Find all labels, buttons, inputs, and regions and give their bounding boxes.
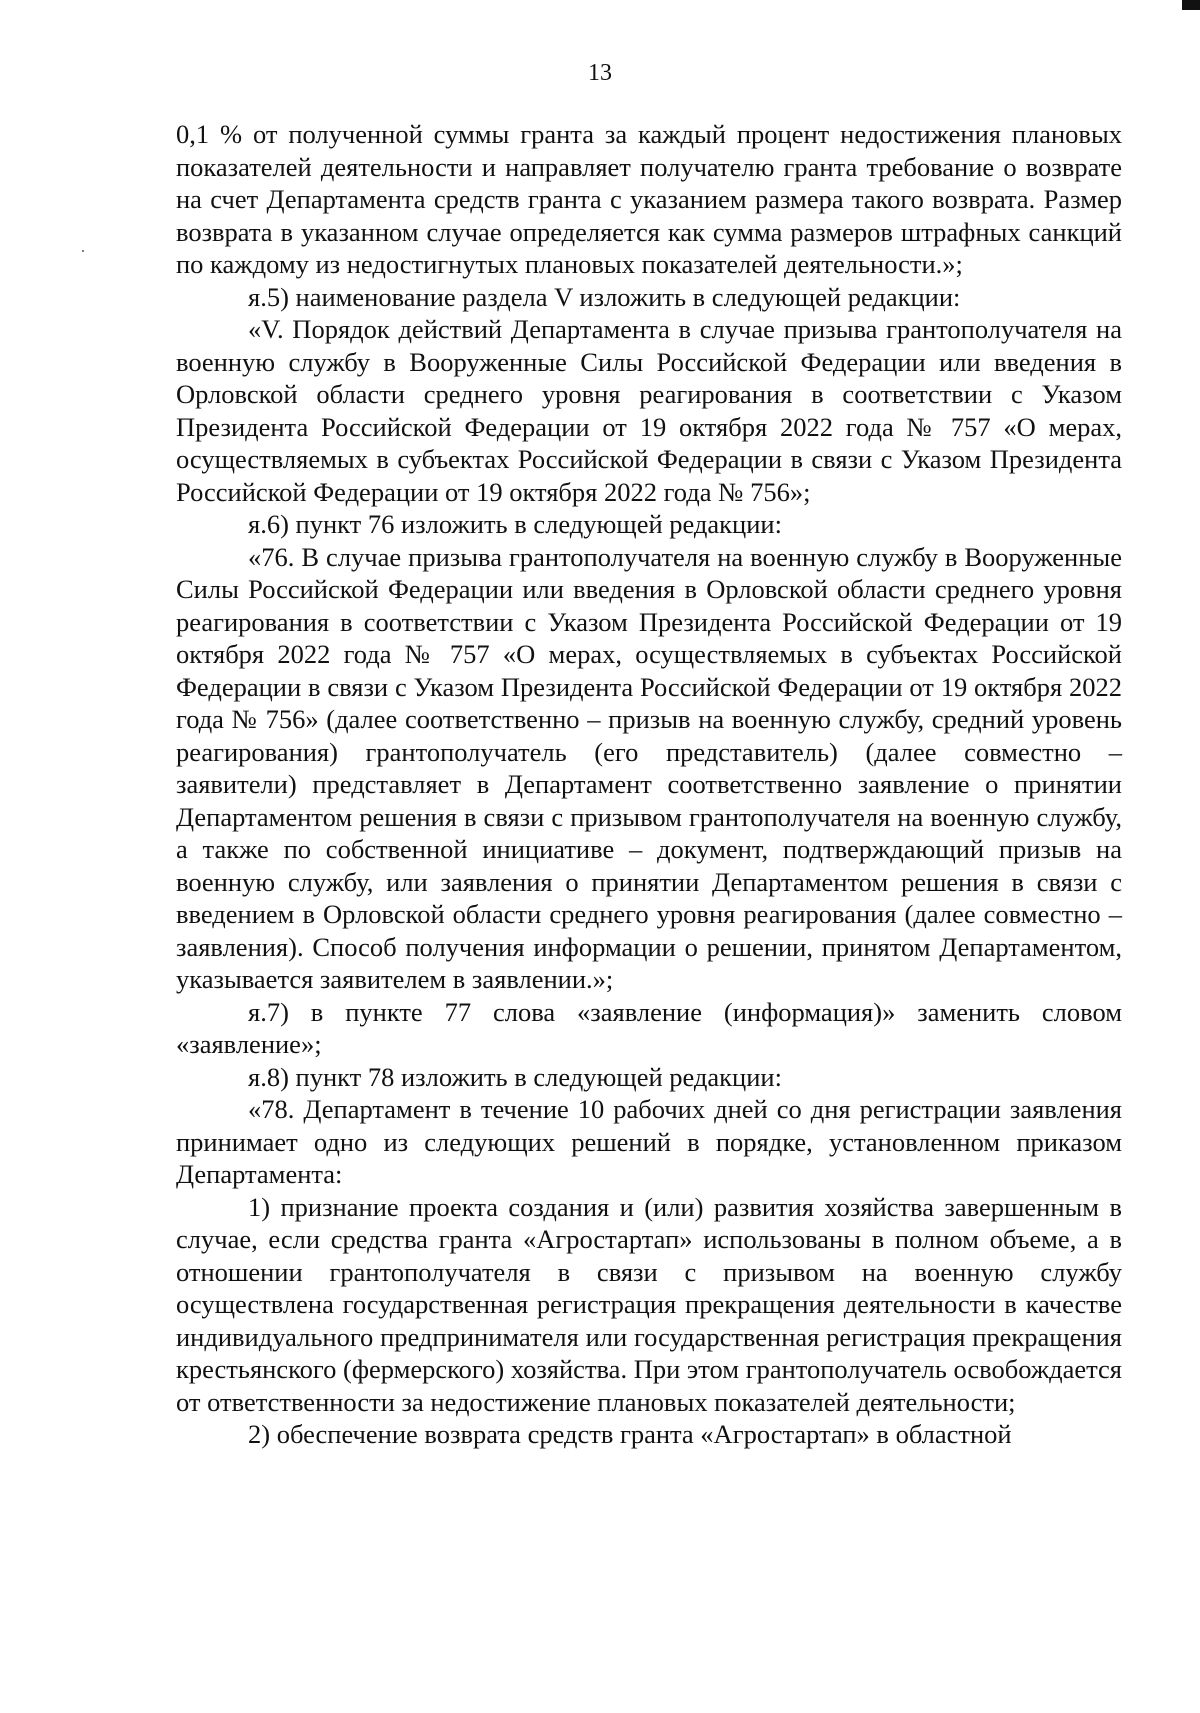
paragraph-ya8: я.8) пункт 78 изложить в следующей редакции:: [248, 1061, 782, 1092]
document-body: [176, 118, 1122, 1451]
paragraph-penalty-end: 0,1 % от полученной суммы гранта за каждый процент недостижения плановых показателей деятельности и направляет получателю гранта требование о возврате на счет Департамента средств гранта с указанием размера такого возврата. Размер возврата в указанном случае определяется как сумма размеров штрафных санкций по каждому из недостигнутых плановых показателей деятельности.»;: [176, 119, 1122, 279]
page-number: 13: [588, 60, 612, 86]
paragraph-subitem-2: 2) обеспечение возврата средств гранта «Агростартап» в областной: [248, 1419, 1012, 1449]
paragraph-section-v-title: «V. Порядок действий Департамента в случае призыва грантополучателя на военную службу в Вооруженные Силы Российской Федерации или введения в Орловской области среднего уровня реагирования в соответствии с Указом Президента Российской Федерации от 19 октября 2022 года № 757 «О мерах, осуществляемых в субъектах Российской Федерации в связи с Указом Президента Российской Федерации от 19 октября 2022 года № 756»;: [176, 314, 1122, 507]
paragraph-ya6: я.6) пункт 76 изложить в следующей редакции:: [248, 509, 782, 539]
paragraph-item-78: «78. Департамент в течение 10 рабочих дней со дня регистрации заявления принимает одно из следующих решений в порядке, установленном приказом Департамента:: [176, 1094, 1122, 1189]
paragraph-subitem-1: 1) признание проекта создания и (или) развития хозяйства завершенным в случае, если средства гранта «Агростартап» использованы в полном объеме, а в отношении грантополучателя в связи с призывом на военную службу осуществлена государственная регистрация прекращения деятельности в качестве индивидуального предпринимателя или государственная регистрация прекращения крестьянского (фермерского) хозяйства. При этом грантополучатель освобождается от ответственности за недостижение плановых показателей деятельности;: [176, 1191, 1122, 1417]
paragraph-ya5: я.5) наименование раздела V изложить в следующей редакции:: [248, 281, 961, 312]
scan-speck: [82, 250, 84, 252]
paragraph-item-76: «76. В случае призыва грантополучателя на военную службу в Вооруженные Силы Российской Федерации или введения в Орловской области среднего уровня реагирования в соответствии с Указом Президента Российской Федерации от 19 октября 2022 года № 757 «О мерах, осуществляемых в субъектах Российской Федерации в связи с Указом Президента Российской Федерации от 19 октября 2022 года № 756» (далее соответственно – призыв на военную службу, средний уровень реагирования) грантополучатель (его представитель) (далее совместно – заявители) представляет в Департамент соответственно заявление о принятии Департаментом решения в связи с призывом грантополучателя на военную службу, а также по собственной инициативе – документ, подтверждающий призыв на военную службу, или заявления о принятии Департаментом решения в связи с введением в Орловской области среднего уровня реагирования (далее совместно – заявления). Способ получения информации о решении, принятом Департаментом, указывается заявителем в заявлении.»;: [176, 541, 1122, 994]
scan-edge-mark: [1182, 0, 1200, 10]
paragraph-ya7: я.7) в пункте 77 слова «заявление (информация)» заменить словом «заявление»;: [176, 996, 1122, 1059]
